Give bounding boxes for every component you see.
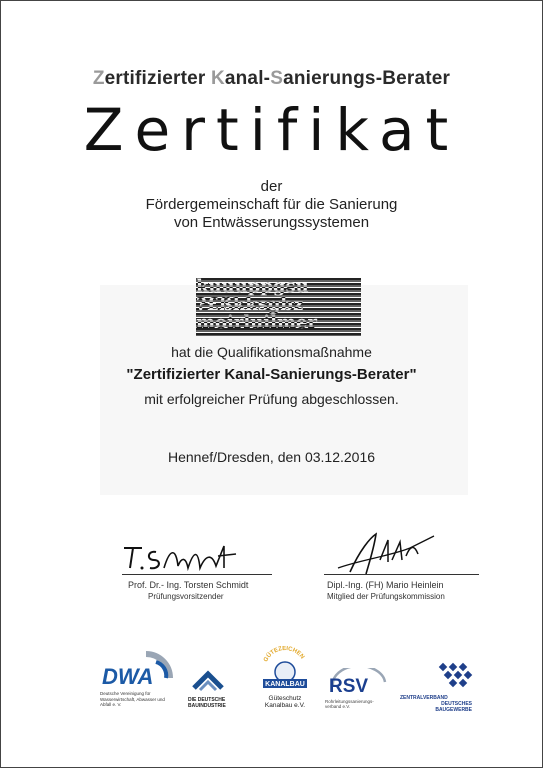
dwa-logo [100,650,180,708]
bauindustrie-text-1: DIE DEUTSCHE [188,697,226,703]
guetezeichen-arc-text: GÜTEZEICHEN [262,646,306,664]
svg-text:GÜTEZEICHEN [263,646,305,663]
signature-2-line [324,574,479,575]
signatory-2-name: Dipl.-Ing. (FH) Mario Heinlein [327,580,444,590]
subtitle-part-4: anal- [224,68,271,89]
qualification-title: "Zertifizierter Kanal-Sanierungs-Berater" [126,366,417,383]
zdb-text-3: BAUGEWERBE [435,707,472,713]
dwa-emblem-icon [100,650,180,686]
guetezeichen-band: KANALBAU [265,681,305,688]
signature-1-line [122,574,272,575]
body-line-1: hat die Qualifikationsmaßnahme [171,344,372,360]
bauindustrie-roof-icon [188,668,228,692]
zdb-logo [400,662,478,713]
guetezeichen-text-2: Kanalbau e.V. [264,702,306,709]
zdb-pattern-icon [436,662,476,690]
guetezeichen-text-1: Güteschutz [268,695,302,702]
subtitle-part-3: K [210,68,225,89]
signature-1-scribble [120,538,270,578]
signature-2-scribble [330,530,450,578]
signatory-1-role: Prüfungsvorsitzender [148,592,224,601]
issuer-line-1: der [260,178,283,195]
subtitle-part-5: S [270,68,284,89]
subtitle-part-1: Z [92,68,105,89]
redacted-recipient-name: kuuuppgsu ?£ßkksgbz moirluilmer [196,278,361,336]
body-line-3: mit erfolgreicher Prüfung abgeschlossen. [144,391,399,407]
dwa-mark: DWA [102,664,154,686]
certificate-title: Zertifikat [83,96,460,164]
certificate-subtitle [0,68,543,90]
bauindustrie-logo [188,668,236,709]
rsv-emblem-icon [325,668,391,694]
guetezeichen-logo [255,646,315,709]
guetezeichen-emblem-icon [255,646,315,690]
bauindustrie-text-2: BAUINDUSTRIE [188,703,226,709]
zdb-text-1: ZENTRALVERBAND [400,695,448,701]
issuer-line-3: von Entwässerungssystemen [173,214,370,231]
subtitle-part-6: anierungs-Berater [283,68,451,89]
place-date: Hennef/Dresden, den 03.12.2016 [167,449,376,465]
zdb-text-2: DEUTSCHES [441,701,472,707]
dwa-caption: Deutsche Vereinigung für Wasserwirtschaft, Abwasser und Abfall e. V. [100,691,165,707]
signatory-2-role: Mitglied der Prüfungskommission [327,592,445,601]
rsv-mark: RSV [329,676,369,694]
issuer-line-2: Fördergemeinschaft für die Sanierung [145,196,398,213]
rsv-caption: Rohrleitungssanierungs-verband e.V. [325,699,374,709]
signatory-1-name: Prof. Dr.- Ing. Torsten Schmidt [128,580,249,590]
subtitle-part-2: ertifizierter [104,68,211,89]
rsv-logo [325,668,391,709]
